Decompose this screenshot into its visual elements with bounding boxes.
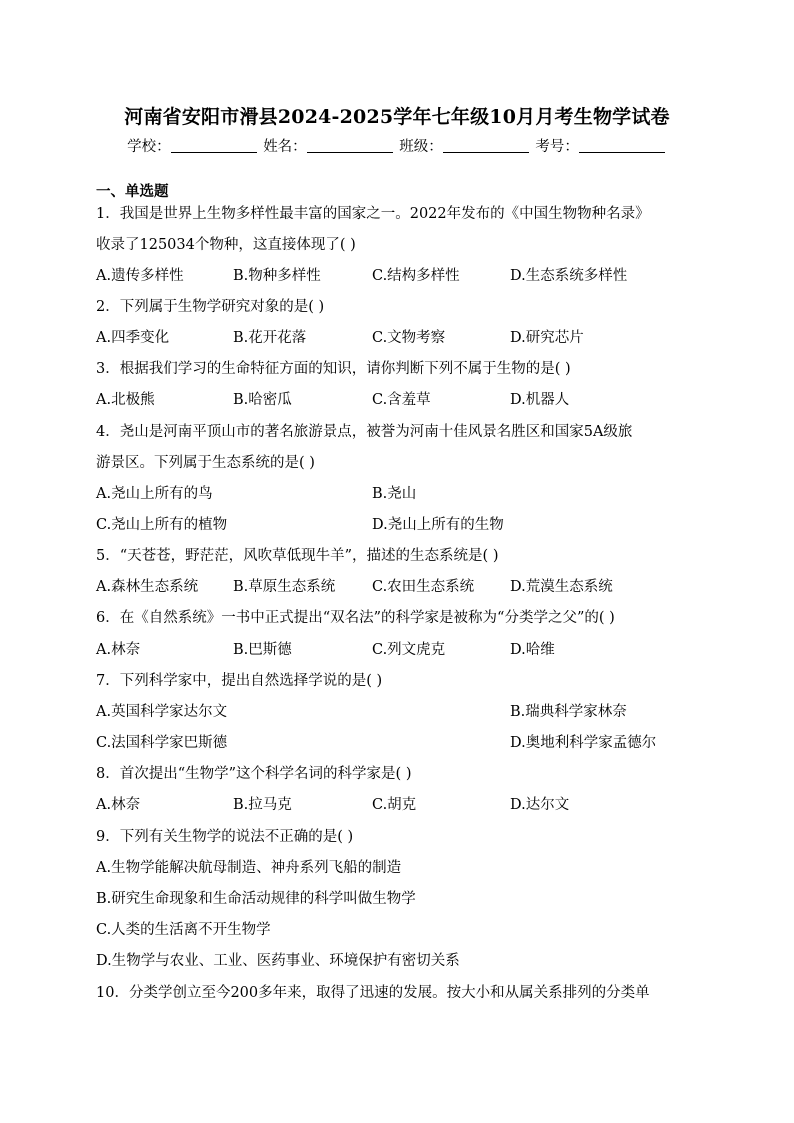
question-3-option-b[interactable]: B.哈密瓜	[233, 392, 292, 408]
question-1-option-c[interactable]: C.结构多样性	[372, 268, 460, 284]
question-5-option-d[interactable]: D.荒漠生态系统	[510, 579, 613, 595]
question-8-option-b[interactable]: B.拉马克	[233, 797, 292, 813]
question-9-option-b[interactable]: B.研究生命现象和生命活动规律的科学叫做生物学	[96, 891, 416, 907]
question-1-line-1: 1．我国是世界上生物多样性最丰富的国家之一。2022年发布的《中国生物物种名录》	[96, 206, 650, 222]
question-7-line-1: 7．下列科学家中，提出自然选择学说的是( )	[96, 673, 383, 689]
question-3-option-c[interactable]: C.含羞草	[372, 392, 431, 408]
question-4-option-b[interactable]: B.尧山	[372, 486, 417, 502]
question-2-option-d[interactable]: D.研究芯片	[510, 330, 584, 346]
question-9-option-c[interactable]: C.人类的生活离不开生物学	[96, 922, 271, 938]
student-info-row	[0, 135, 794, 156]
question-5-option-a[interactable]: A.森林生态系统	[96, 579, 199, 595]
question-10-line-1: 10．分类学创立至今200多年来，取得了迅速的发展。按大小和从属关系排列的分类单	[96, 985, 650, 1001]
question-7-option-a[interactable]: A.英国科学家达尔文	[96, 704, 228, 720]
question-4-line-2: 游景区。下列属于生态系统的是( )	[96, 455, 315, 471]
question-4-option-a[interactable]: A.尧山上所有的鸟	[96, 486, 213, 502]
question-6-option-a[interactable]: A.林奈	[96, 642, 141, 658]
question-5-option-c[interactable]: C.农田生态系统	[372, 579, 475, 595]
name-label: 姓名：	[263, 139, 307, 155]
question-6-option-b[interactable]: B.巴斯德	[233, 642, 292, 658]
question-3-option-d[interactable]: D.机器人	[510, 392, 570, 408]
question-4-option-c[interactable]: C.尧山上所有的植物	[96, 517, 228, 533]
question-9-option-d[interactable]: D.生物学与农业、工业、医药事业、环境保护有密切关系	[96, 953, 460, 969]
question-9-line-1: 9．下列有关生物学的说法不正确的是( )	[96, 829, 354, 845]
question-1-option-d[interactable]: D.生态系统多样性	[510, 268, 628, 284]
school-blank[interactable]	[171, 138, 257, 153]
class-label: 班级：	[399, 139, 443, 155]
question-2-option-a[interactable]: A.四季变化	[96, 330, 170, 346]
exam-number-label: 考号：	[535, 139, 579, 155]
question-6-option-c[interactable]: C.列文虎克	[372, 642, 446, 658]
question-8-option-c[interactable]: C.胡克	[372, 797, 417, 813]
question-6-line-1: 6．在《自然系统》一书中正式提出“双名法”的科学家是被称为“分类学之父”的( )	[96, 610, 615, 626]
question-6-option-d[interactable]: D.哈维	[510, 642, 555, 658]
question-5-option-b[interactable]: B.草原生态系统	[233, 579, 336, 595]
school-label: 学校：	[127, 139, 171, 155]
question-4-option-d[interactable]: D.尧山上所有的生物	[372, 517, 504, 533]
question-2-option-b[interactable]: B.花开花落	[233, 330, 307, 346]
question-3-option-a[interactable]: A.北极熊	[96, 392, 155, 408]
name-blank[interactable]	[307, 138, 393, 153]
question-1-line-2: 收录了125034个物种，这直接体现了( )	[96, 237, 356, 253]
question-8-option-a[interactable]: A.林奈	[96, 797, 141, 813]
question-7-option-c[interactable]: C.法国科学家巴斯德	[96, 735, 228, 751]
class-blank[interactable]	[443, 138, 529, 153]
question-9-option-a[interactable]: A.生物学能解决航母制造、神舟系列飞船的制造	[96, 860, 402, 876]
question-7-option-d[interactable]: D.奥地利科学家孟德尔	[510, 735, 657, 751]
exam-title: 河南省安阳市滑县2024-2025学年七年级10月月考生物学试卷	[124, 106, 670, 128]
question-3-line-1: 3．根据我们学习的生命特征方面的知识，请你判断下列不属于生物的是( )	[96, 361, 571, 377]
question-2-option-c[interactable]: C.文物考察	[372, 330, 446, 346]
question-1-option-b[interactable]: B.物种多样性	[233, 268, 321, 284]
question-1-option-a[interactable]: A.遗传多样性	[96, 268, 184, 284]
section-title: 一、单选题	[96, 183, 169, 200]
question-4-line-1: 4．尧山是河南平顶山市的著名旅游景点，被誉为河南十佳风景名胜区和国家5A级旅	[96, 424, 633, 440]
question-8-option-d[interactable]: D.达尔文	[510, 797, 570, 813]
question-7-option-b[interactable]: B.瑞典科学家林奈	[510, 704, 627, 720]
exam-number-blank[interactable]	[579, 138, 665, 153]
question-8-line-1: 8．首次提出“生物学”这个科学名词的科学家是( )	[96, 766, 412, 782]
question-5-line-1: 5．“天苍苍，野茫茫，风吹草低现牛羊”，描述的生态系统是( )	[96, 548, 499, 564]
question-2-line-1: 2．下列属于生物学研究对象的是( )	[96, 299, 325, 315]
